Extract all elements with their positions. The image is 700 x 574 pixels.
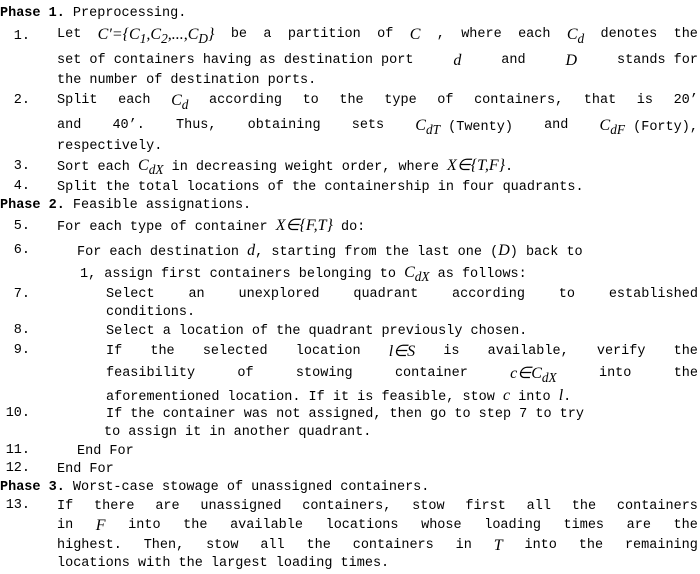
step-9-line-3: aforementioned location. If it is feasible, stow c into l. bbox=[106, 387, 572, 405]
phase-3-heading bbox=[0, 479, 429, 497]
step-7-number: 7. bbox=[13, 287, 30, 302]
step-9-number: 9. bbox=[13, 343, 30, 358]
step-5-line-1: For each type of container X∈{F,T} do: bbox=[57, 217, 366, 235]
step-4-line-1: Split the total locations of the containership in four quadrants. bbox=[57, 180, 584, 195]
step-9-line-1: If the selected location l∈S is available, verify the bbox=[106, 343, 698, 360]
step-10-line-1: If the container was not assigned, then go to step 7 to try bbox=[106, 407, 584, 422]
phase-3-label: Phase 3. bbox=[0, 480, 65, 495]
step-10-line-2: to assign it in another quadrant. bbox=[104, 425, 372, 440]
step-12-line-1: End For bbox=[57, 462, 114, 477]
step-6-number: 6. bbox=[13, 243, 30, 258]
step-11-line-1: End For bbox=[77, 444, 134, 459]
step-5-number: 5. bbox=[13, 219, 30, 234]
step-2-line-1: Split each $C_d$ according to the type of containers, that is 20’ bbox=[57, 92, 698, 113]
step-11-number: 11. bbox=[5, 443, 30, 458]
step-1-line-3: the number of destination ports. bbox=[57, 73, 317, 88]
phase-1-title: Preprocessing. bbox=[72, 6, 187, 21]
step-2-line-2: and 40’. Thus, obtaining sets $C_{dT}$ (Twenty) and $C_{dF}$ (Forty), bbox=[57, 117, 698, 138]
phase-2-label: Phase 2. bbox=[0, 198, 65, 213]
step-3-number: 3. bbox=[13, 159, 30, 174]
step-7-line-1: Select an unexplored quadrant according to established bbox=[106, 287, 698, 302]
step-13-line-3: highest. Then, stow all the containers in T into the remaining bbox=[57, 537, 698, 554]
step-6-line-1: For each destination d, starting from the last one (D) back to bbox=[77, 242, 583, 260]
step-13-line-4: locations with the largest loading times. bbox=[57, 556, 390, 571]
step-8-number: 8. bbox=[13, 323, 30, 338]
step-6-line-2: 1, assign first containers belonging to $C_{dX}$ as follows: bbox=[80, 264, 527, 285]
step-1-line-2: set of containers having as destination port d and D stands for bbox=[57, 52, 698, 69]
step-8-line-1: Select a location of the quadrant previously chosen. bbox=[106, 324, 528, 339]
step-2-number: 2. bbox=[13, 93, 30, 108]
phase-1-label: Phase 1. bbox=[0, 6, 65, 21]
step-13-number: 13. bbox=[5, 498, 30, 513]
step-13-line-1: If there are unassigned containers, stow first all the containers bbox=[57, 499, 698, 514]
step-9-line-2: feasibility of stowing container $c\in C_{dX}$ into the bbox=[106, 365, 698, 386]
phase-2-heading bbox=[0, 197, 251, 215]
step-1-line-1: Let $C'=\{C_1,C_2,...,C_D\}$ be a partition of C , where each $C_d$ denotes the bbox=[57, 26, 698, 47]
phase-2-title: Feasible assignations. bbox=[72, 198, 252, 213]
step-4-number: 4. bbox=[13, 179, 30, 194]
phase-1-heading bbox=[0, 5, 186, 23]
step-2-line-3: respectively. bbox=[57, 139, 163, 154]
step-13-line-2: in F into the available locations whose loading times are the bbox=[57, 517, 698, 534]
phase-3-title: Worst-case stowage of unassigned containers. bbox=[72, 480, 430, 495]
step-7-line-2: conditions. bbox=[106, 305, 196, 320]
step-12-number: 12. bbox=[5, 461, 30, 476]
step-10-number: 10. bbox=[5, 406, 30, 421]
step-3-line-1: Sort each $C_{dX}$ in decreasing weight order, where X∈{T,F}. bbox=[57, 157, 514, 178]
step-1-number: 1. bbox=[13, 29, 30, 44]
